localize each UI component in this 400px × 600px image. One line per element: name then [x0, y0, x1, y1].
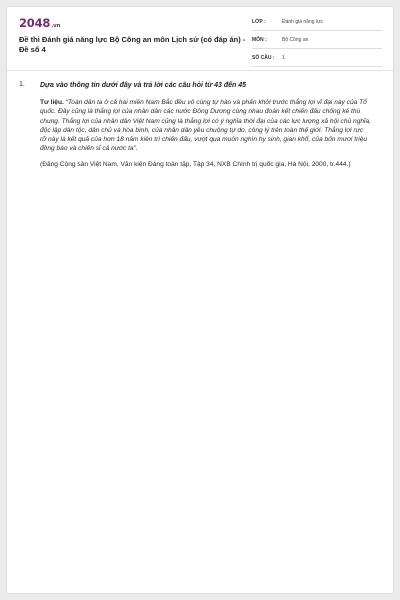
logo-main-text: 2048 [19, 16, 51, 30]
question-number: 1. [19, 81, 25, 88]
meta-value: Đánh giá năng lực [282, 19, 323, 25]
question-body [40, 81, 371, 169]
document-page [7, 7, 393, 593]
passage-label: Tư liệu. [40, 99, 64, 106]
meta-row-class [252, 15, 382, 31]
meta-value: Bộ Công an [282, 37, 309, 43]
meta-label: SỐ CÂU : [252, 55, 275, 61]
meta-value: 1 [282, 55, 285, 61]
meta-row-subject [252, 33, 382, 49]
question-prompt: Dựa vào thông tin dưới đây và trả lời các câu hỏi từ 43 đến 45 [40, 82, 247, 89]
site-logo[interactable] [19, 16, 60, 30]
meta-label: LỚP : [252, 19, 266, 25]
question-passage [40, 98, 371, 154]
document-title: Đề thi Đánh giá năng lực Bộ Công an môn Lịch sử (có đáp án) - Đề số 4 [19, 35, 246, 54]
header-divider [7, 70, 393, 71]
logo-suffix-text: .vn [51, 23, 61, 29]
passage-source: (Đảng Cộng sản Việt Nam, Văn kiện Đảng toàn tập, Tập 34, NXB Chính trị quốc gia, Hà Nội, 2000, tr.444.) [40, 160, 351, 168]
meta-label: MÔN : [252, 37, 267, 43]
meta-info-table [252, 15, 382, 69]
document-header [7, 7, 393, 69]
passage-text: “Toàn dân ta ở cả hai miền Nam Bắc đều vô cùng tự hào và phấn khởi trước thắng lợi vĩ đại này của Tổ quốc. Đây cũng là thắng lợi của nhân dân các nước Đông Dương cùng nhau đoàn kết chiến đấu chống kẻ thù chung. Thắng lợi của nhân dân Việt Nam cũng là thắng lợi có ý nghĩa thời đại của các lực lượng xã hội chủ nghĩa, độc lập dân tộc, dân chủ và hòa bình, của nhân dân yêu chuộng tự do, công lý trên toàn thế giới. Thắng lợi rực rỡ này là kết quả của hơn 18 năm kiên trì chiến đấu, vượt qua muôn nghìn hy sinh, gian khổ, của bốn mươi triệu đồng bào và chiến sĩ cả nước ta”. [40, 99, 371, 153]
meta-row-question-count [252, 51, 382, 67]
